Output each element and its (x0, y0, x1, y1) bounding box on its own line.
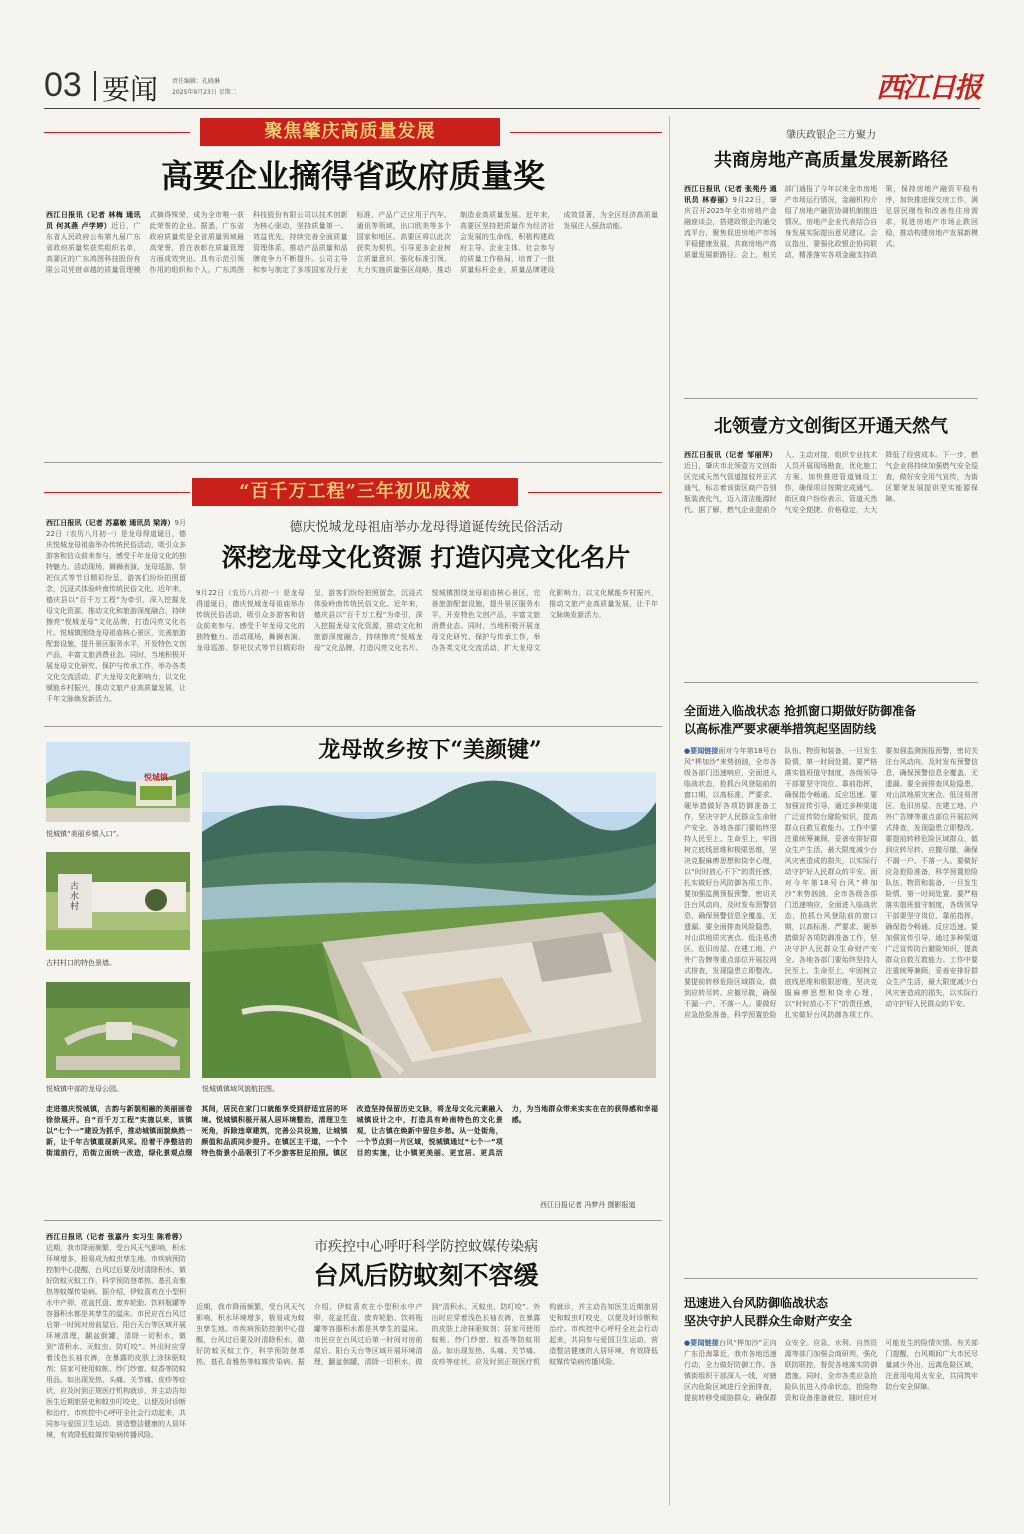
article-body: 西江日报讯（记者 张嘉丹 实习生 陈希蓉）近期，我市降雨频繁，受台风天气影响，积水环境增多，极易成为蚊虫孳生地。市疾病预防控制中心提醒，台风过后要及时清除积水，做好防蚊灭蚊工作，科学预防登革热、基孔肯雅热等蚊媒传染病。据介绍，伊蚊喜欢在小型积水中产卵，花盆托盘、废弃轮胎、饮料瓶罐等容器积水都是其孳生的温床。市民应在台风过后第一时间对房前屋后、阳台天台等区域开展环境清理，翻盆倒罐，清除一切积水，做到“清积水、灭蚊虫、防叮咬”。外出时应穿着浅色长袖衣裤，在暴露的皮肤上涂抹驱蚊剂；居家可使用蚊帐、纱门纱窗、蚊香等防蚊用品。如出现发热、头痛、关节痛、皮疹等症状，应及时到正规医疗机构就诊，并主动告知医生近期旅居史和蚊虫叮咬史，以便及时诊断和治疗。市疾控中心呼吁全社会行动起来，共同参与爱国卫生运动，营造整洁健康的人居环境，有效降低蚊媒传染病传播风险。 (46, 1233, 186, 1439)
editor-line: 责任编辑：孔晓琳 (172, 78, 221, 85)
kicker: 市疾控中心呼吁科学防控蚊媒传染病 (314, 1239, 538, 1255)
headline: 高要企业摘得省政府质量奖 (160, 157, 545, 195)
paper-logo: 西江日报 (875, 71, 980, 104)
headline: 北领壹方文创街区开通天然气 (714, 416, 948, 437)
banner-text: 聚焦肇庆高质量发展 (264, 121, 436, 142)
article-body: ●要闻链接台风“桦加沙”正向广东沿海靠近，我市各地迅速行动，全力做好防御工作。各镇街组织干部深入一线，对辖区内危险区域进行全面排查，提前转移受威胁群众，确保群众安全。应急、水利、自然资源等部门加强会商研判，强化联防联控，督促各地落实防御措施。同时，全市各类应急抢险队伍进入待命状态，抢险物资和设备准备就位，随时应对可能发生的险情灾情。有关部门提醒，台风期间广大市民尽量减少外出，远离危险区域，注意用电用火安全，共同筑牢防台安全屏障。 (684, 1339, 978, 1402)
headline: 台风后防蚊刻不容缓 (313, 1261, 539, 1290)
section-rule (44, 1220, 662, 1221)
kicker: 德庆悦城龙母祖庙举办龙母得道诞传统民俗活动 (289, 520, 563, 535)
banner-line-right (528, 492, 662, 493)
masthead (44, 62, 980, 108)
section-rule (44, 726, 662, 727)
headline: 共商房地产高质量发展新路径 (714, 150, 948, 171)
kicker: 肇庆政银企三方聚力 (786, 130, 876, 141)
banner-line-right (510, 132, 662, 133)
article-body-cont: 近期，我市降雨频繁，受台风天气影响，积水环境增多，极易成为蚊虫孳生地。市疾病预防控制中心提醒，台风过后要及时清除积水，做好防蚊灭蚊工作，科学预防登革热、基孔肯雅热等蚊媒传染病。据介绍，伊蚊喜欢在小型积水中产卵，花盆托盘、废弃轮胎、饮料瓶罐等容器积水都是其孳生的温床。市民应在台风过后第一时间对房前屋后、阳台天台等区域开展环境清理，翻盆倒罐，清除一切积水，做到“清积水、灭蚊虫、防叮咬”。外出时应穿着浅色长袖衣裤，在暴露的皮肤上涂抹驱蚊剂；居家可使用蚊帐、纱门纱窗、蚊香等防蚊用品。如出现发热、头痛、关节痛、皮疹等症状，应及时到正规医疗机构就诊，并主动告知医生近期旅居史和蚊虫叮咬史，以便及时诊断和治疗。市疾控中心呼吁全社会行动起来，共同参与爱国卫生运动，营造整洁健康的人居环境，有效降低蚊媒传染病传播风险。 (196, 1303, 658, 1366)
article-body-cont: 9月22日（农历八月初一）是龙母得道诞日，德庆悦城龙母祖庙举办传统民俗活动，吸引众多游客和信众前来参与，感受千年龙母文化的独特魅力。活动现场，舞狮表演、龙母巡游、祭祀仪式等节目精彩纷呈，游客们纷纷拍照留念，沉浸式体验岭南传统民俗文化。近年来，德庆县以“百千万工程”为牵引，深入挖掘龙母文化资源，推动文化和旅游深度融合，持续擦亮“悦城龙母”文化品牌，打造闪亮文化名片。悦城镇围绕龙母祖庙核心景区，完善旅游配套设施，提升景区服务水平，开发特色文创产品，丰富文旅消费业态。同时，当地积极开展龙母文化研究、保护与传承工作，举办各类文化交流活动，扩大龙母文化影响力，以文化赋能乡村振兴，推动文旅产业高质量发展，让千年文脉焕发新活力。 (196, 589, 658, 652)
section-banner (192, 478, 518, 506)
photo-caption: 悦城镇中部的龙母公园。 (46, 1085, 123, 1093)
section-rule (684, 398, 978, 399)
date-line: 2025年9月23日 星期二 (172, 89, 237, 96)
page-number: 03 (44, 66, 82, 104)
headline-secondary: 坚决守护人民群众生命财产安全 (684, 1314, 853, 1328)
masthead-divider (94, 71, 96, 101)
headline: 深挖龙母文化资源 打造闪亮文化名片 (221, 543, 631, 572)
photo-caption: 悦城镇“美丽乡镇入口”。 (46, 830, 124, 838)
wall-sign-text: 古水村 (70, 882, 80, 912)
photo-caption: 古村村口的特色景墙。 (46, 959, 116, 967)
banner-text: “百千万工程”三年初见成效 (239, 481, 471, 502)
headline-secondary: 以高标准严要求硬举措筑起坚固防线 (684, 722, 877, 736)
section-name: 要闻 (102, 73, 159, 106)
article-body: 西江日报讯（记者 张苑丹 通讯员 林春丽）9月22日，肇庆召开2025年全市房地产金融座谈会，搭建政银企沟通交流平台，聚焦促进房地产市场平稳健康发展，共商房地产高质量发展新路径。会上，相关部门通报了今年以来全市房地产市场运行情况，金融机构介绍了房地产融资协调机制推进情况，房地产企业代表结合自身发展实际提出意见建议。会议指出，要强化政银企协同联动，精准落实各项金融支持政策，保持房地产融资平稳有序，加快推进保交房工作，满足居民刚性和改善性住房需求，促进房地产市场止跌回稳，推动构建房地产发展新模式。 (684, 185, 978, 259)
photo-caption: 悦城镇镇域风貌航拍图。 (202, 1085, 279, 1093)
column-divider (669, 116, 670, 1506)
headline: 全面进入临战状态 抢抓窗口期做好防御准备 (684, 704, 917, 718)
banner-line-left (44, 492, 190, 493)
article-body: 西江日报讯（记者 苏嘉敏 通讯员 梁涛）9月22日（农历八月初一）是龙母得道诞日，德庆悦城龙母祖庙举办传统民俗活动，吸引众多游客和信众前来参与，感受千年龙母文化的独特魅力。活动现场，舞狮表演、龙母巡游、祭祀仪式等节目精彩纷呈，游客们纷纷拍照留念，沉浸式体验岭南传统民俗文化。近年来，德庆县以“百千万工程”为牵引，深入挖掘龙母文化资源，推动文化和旅游深度融合，持续擦亮“悦城龙母”文化品牌，打造闪亮文化名片。悦城镇围绕龙母祖庙核心景区，完善旅游配套设施，提升景区服务水平，开发特色文创产品，丰富文旅消费业态。同时，当地积极开展龙母文化研究、保护与传承工作，举办各类文化交流活动，扩大龙母文化影响力，以文化赋能乡村振兴，推动文旅产业高质量发展，让千年文脉焕发新活力。 (46, 519, 186, 703)
photo-credit: 西江日报记者 冯梦丹 摄影报道 (540, 1201, 636, 1209)
article-body: 西江日报讯（记者 邹丽萍）近日，肇庆市北领壹方文创街区完成天然气管道接驳并正式通气，标志着该街区商户告别瓶装液化气，迈入清洁能源时代。据了解，燃气企业提前介入、主动对接，组织专业技术人员开展现场勘查，优化施工方案，加快推进管道铺设工作，确保项目按期完成通气。街区商户纷纷表示，管道天然气安全便捷、价格稳定，大大降低了经营成本。下一步，燃气企业将持续加强燃气安全巡查，做好安全用气宣传，为街区繁荣发展提供坚实能源保障。 (684, 451, 978, 514)
section-rule (684, 1278, 978, 1279)
article-body: ●要闻链接面对今年第18号台风“桦加沙”来势汹汹，全市各级各部门迅速响应，全面进入临战状态，抢抓台风登陆前的窗口期，以高标准、严要求、硬举措做好各项防御准备工作，坚决守护人民群众生命财产安全。各地各部门要始终坚持人民至上、生命至上，牢固树立底线思维和极限思维，坚决克服麻痹思想和侥幸心理，以“时时放心不下”的责任感，扎实做好台风防御各项工作。要加强监测预报预警，密切关注台风动向，及时发布预警信息，确保预警信息全覆盖、无遗漏。要全面排查风险隐患，对山洪地质灾害点、低洼易涝区、危旧房屋、在建工地、户外广告牌等重点部位开展拉网式排查，发现隐患立即整改。要提前转移危险区域群众，做到应转尽转、应撤尽撤，确保不漏一户、不落一人。要做好应急抢险准备，科学预置抢险队伍、物资和装备，一旦发生险情，第一时间处置。要严格落实值班值守制度，各级领导干部要坚守岗位、靠前指挥，确保指令畅通、反应迅速。要加强宣传引导，通过多种渠道广泛宣传防台避险知识，提高群众自救互救能力。工作中要注重统筹兼顾，妥善安排好群众生产生活，最大限度减少台风灾害造成的损失，以实际行动守护好人民群众的平安。面对今年第18号台风“桦加沙”来势汹汹，全市各级各部门迅速响应，全面进入临战状态，抢抓台风登陆前的窗口期，以高标准、严要求、硬举措做好各项防御准备工作，坚决守护人民群众生命财产安全。各地各部门要始终坚持人民至上、生命至上，牢固树立底线思维和极限思维，坚决克服麻痹思想和侥幸心理，以“时时放心不下”的责任感，扎实做好台风防御各项工作。要加强监测预报预警，密切关注台风动向，及时发布预警信息，确保预警信息全覆盖、无遗漏。要全面排查风险隐患，对山洪地质灾害点、低洼易涝区、危旧房屋、在建工地、户外广告牌等重点部位开展拉网式排查，发现隐患立即整改。要提前转移危险区域群众，做到应转尽转、应撤尽撤，确保不漏一户、不落一人。要做好应急抢险准备，科学预置抢险队伍、物资和装备，一旦发生险情，第一时间处置。要严格落实值班值守制度，各级领导干部要坚守岗位、靠前指挥，确保指令畅通、反应迅速。要加强宣传引导，通过多种渠道广泛宣传防台避险知识，提高群众自救互救能力。工作中要注重统筹兼顾，妥善安排好群众生产生活，最大限度减少台风灾害造成的损失，以实际行动守护好人民群众的平安。 (684, 747, 978, 1019)
gate-sign-text: 悦城镇 (144, 773, 168, 782)
headline: 龙母故乡按下“美颜键” (318, 737, 542, 763)
section-banner (200, 118, 500, 146)
article-body: 走进德庆悦城镇，古韵与新貌相融的美丽画卷徐徐展开。自“百千万工程”实施以来，该镇以“七个一”建设为抓手，推动城镇面貌焕然一新，让千年古镇重现新风采。沿着干净整洁的街道前行，沿街立面统一改造，绿化景观点缀其间，居民在家门口就能享受到舒适宜居的环境。悦城镇积极开展人居环境整治，清理卫生死角，拆除违章建筑，完善公共设施，让城镇颜值和品质同步提升。在镇区主干道，一个个特色街景小品吸引了不少游客驻足拍照。镇区改造坚持保留历史文脉，将龙母文化元素融入城镇设计之中，打造具有岭南特色的文化景观，让古镇在焕新中留住乡愁。从一处街角，一个节点到一片区域，悦城镇通过“七个一”项目的实施，让小镇更美丽、更宜居、更具活力，为当地群众带来实实在在的获得感和幸福感。 (46, 1105, 658, 1157)
photo-aerial-town (202, 772, 656, 1078)
headline: 迅速进入台风防御临战状态 (684, 1296, 829, 1310)
masthead-rule (44, 108, 980, 109)
section-rule (684, 682, 978, 683)
banner-line-left (44, 132, 190, 133)
photo-town-entrance (46, 742, 190, 822)
article-body: 西江日报讯（记者 林梅 通讯员 何其燕 卢学婷）近日，广东省人民政府公布第九届广东省政府质量奖获奖组织名单，高要区的广东鸿图科技股份有限公司凭借卓越的质量管理模式摘得殊荣，成为全市唯一获此荣誉的企业。据悉，广东省政府质量奖是全省质量领域最高荣誉，旨在表彰在质量管理方面成效突出、具有示范引领作用的组织和个人。广东鸿图科技股份有限公司以技术创新为核心驱动，坚持质量第一、效益优先，持续完善全面质量管理体系，推动产品质量和品牌竞争力不断提升。公司主导和参与制定了多项国家及行业标准，产品广泛应用于汽车、通讯等领域，出口欧美等多个国家和地区。高要区将以此次获奖为契机，引导更多企业树立质量意识，强化标准引领，大力实施质量强区战略，推动制造业高质量发展。近年来，高要区坚持把质量作为经济社会发展的生命线，积极构建政府主导、企业主体、社会参与的质量工作格局，培育了一批质量标杆企业，质量品牌建设成效显著，为全区经济高质量发展注入强劲动能。 (46, 211, 658, 274)
section-rule (44, 462, 662, 463)
photo-longmu-park (46, 982, 190, 1078)
photo-village-wall (46, 852, 190, 950)
